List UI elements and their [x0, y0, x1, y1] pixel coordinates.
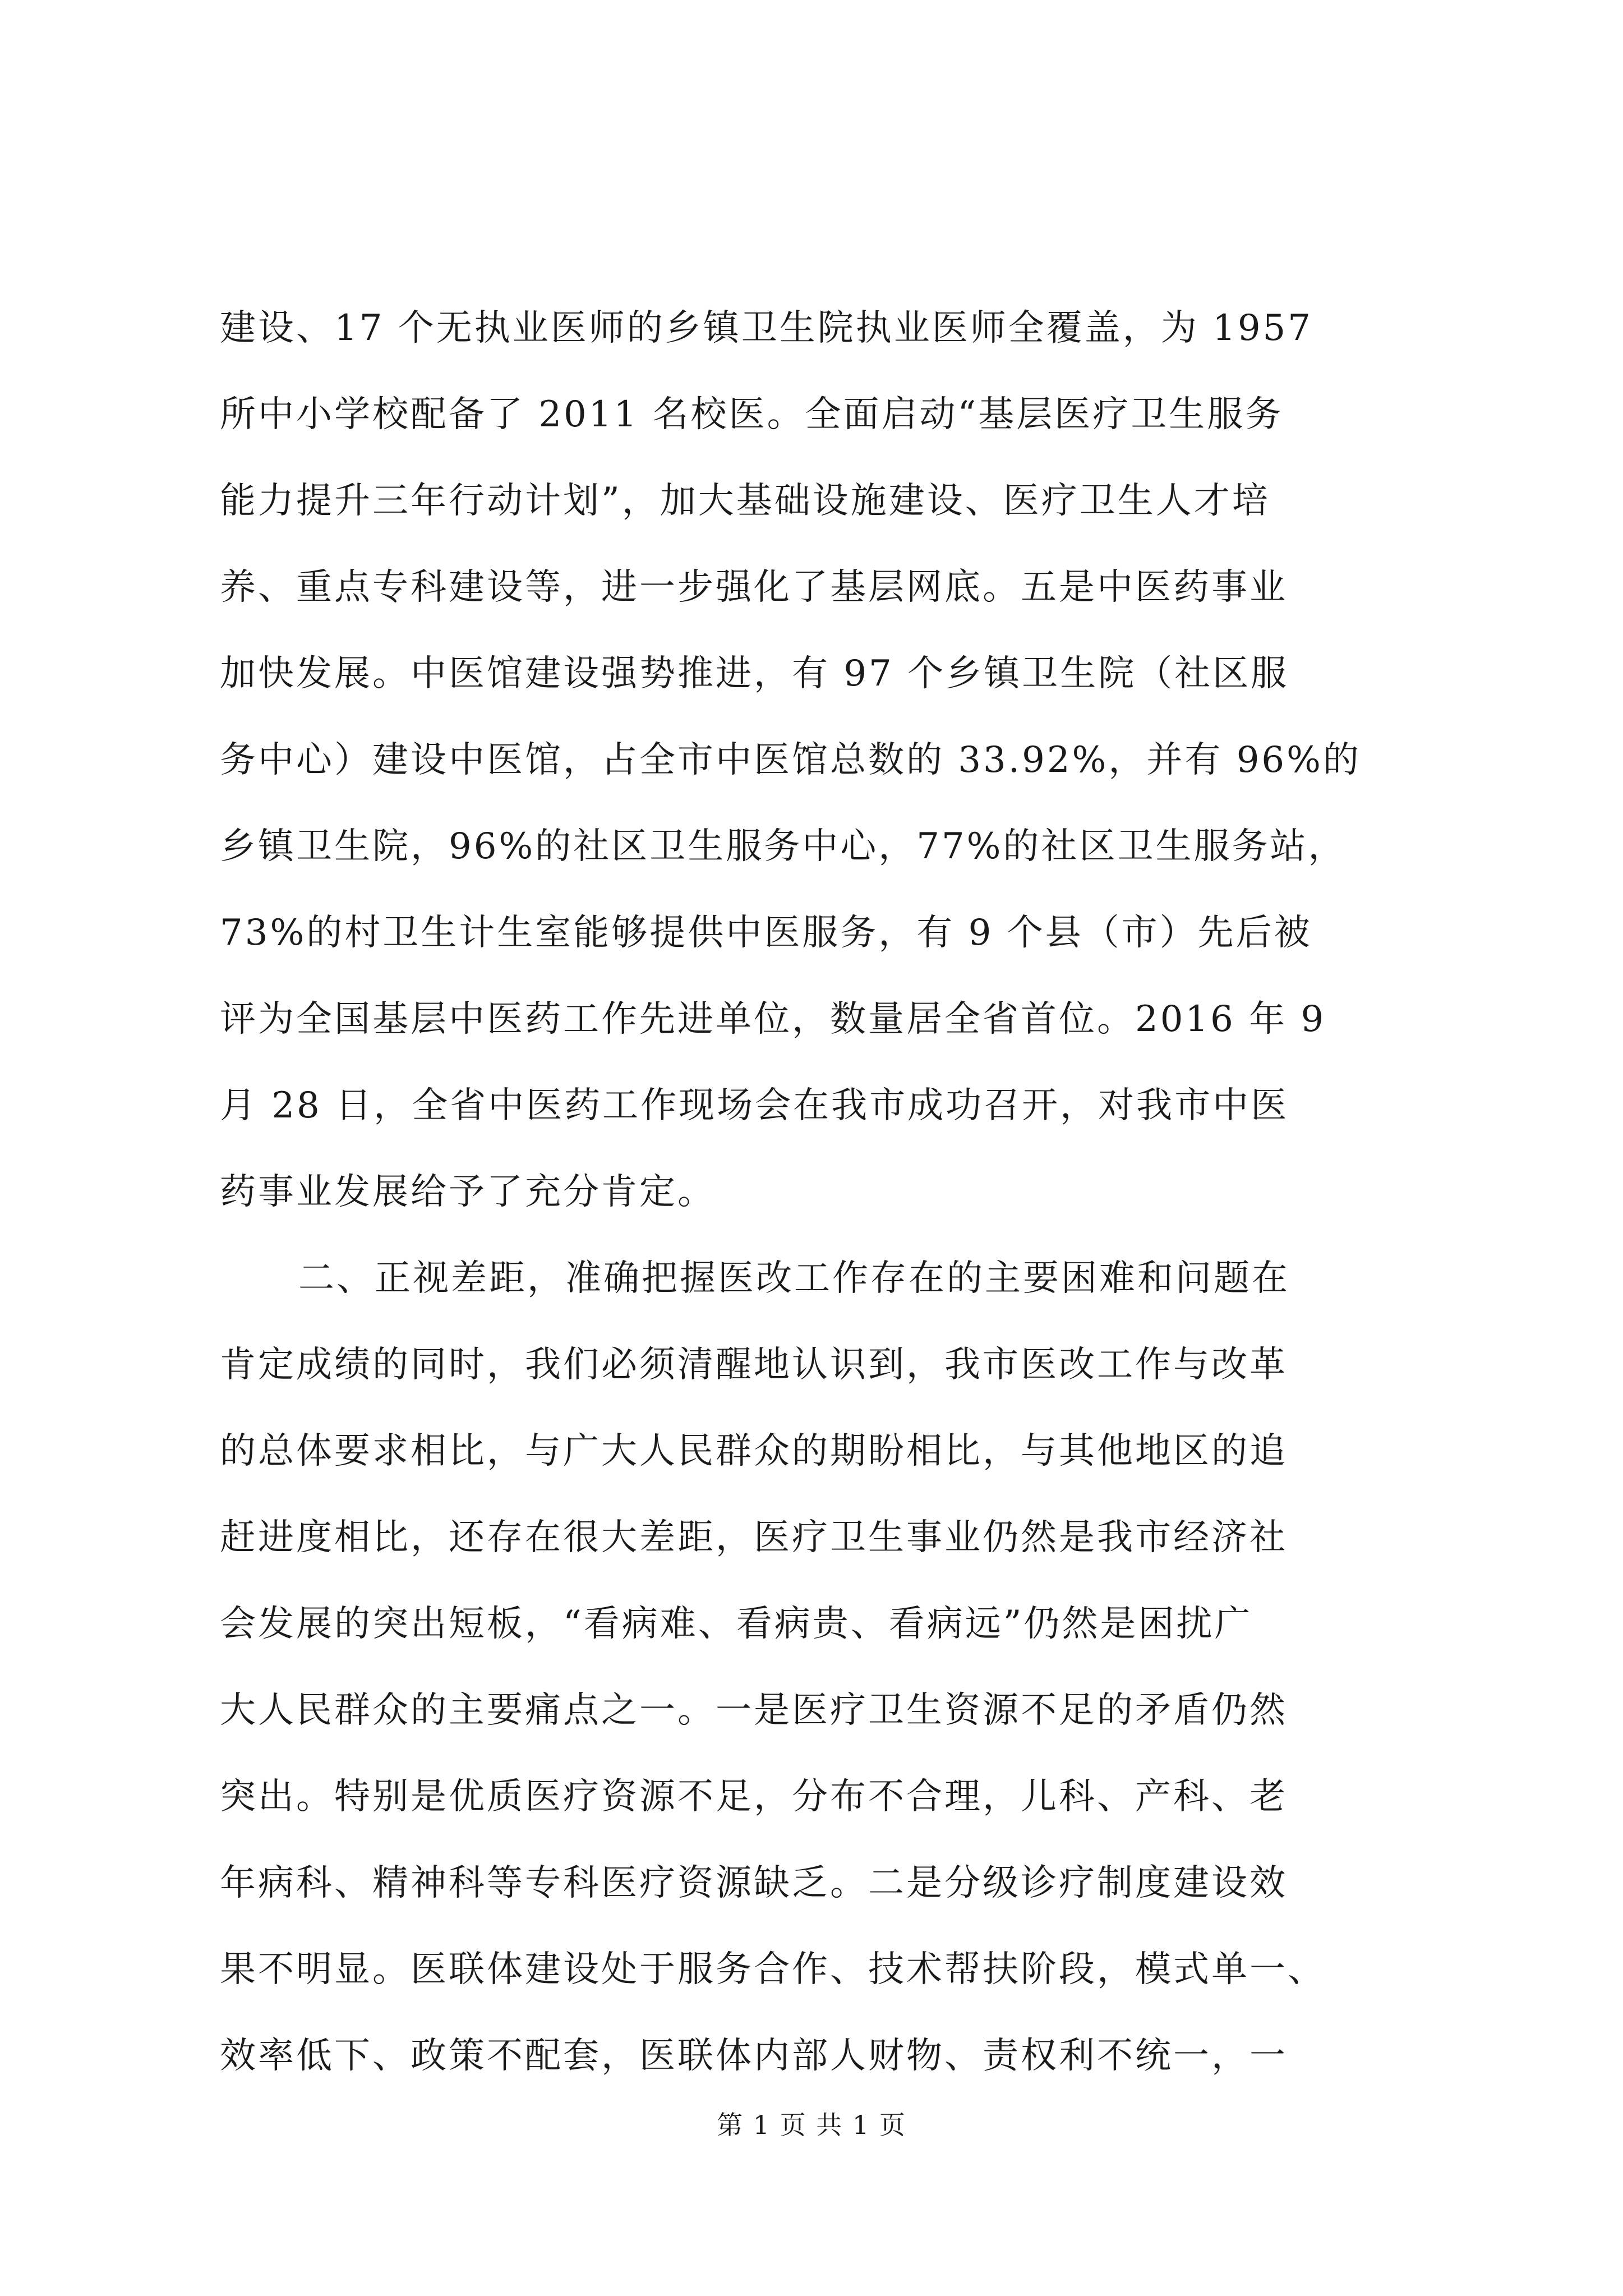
paragraph-2-line-8: 年病科、精神科等专科医疗资源缺乏。二是分级诊疗制度建设效: [220, 1862, 1288, 1904]
paragraph-2-line-1: 二、正视差距，准确把握医改工作存在的主要困难和问题在: [298, 1258, 1290, 1299]
paragraph-2-line-7: 突出。特别是优质医疗资源不足，分布不合理，儿科、产科、老: [220, 1776, 1288, 1818]
paragraph-1-line-4: 养、重点专科建设等，进一步强化了基层网底。五是中医药事业: [220, 567, 1288, 608]
page-footer: 第 1 页 共 1 页: [717, 2110, 906, 2140]
paragraph-1-line-7: 乡镇卫生院，96%的社区卫生服务中心，77%的社区卫生服务站，: [220, 826, 1347, 867]
paragraph-1-line-2: 所中小学校配备了 2011 名校医。全面启动“基层医疗卫生服务: [220, 394, 1284, 435]
paragraph-2-line-3: 的总体要求相比，与广大人民群众的期盼相比，与其他地区的追: [220, 1430, 1288, 1472]
paragraph-2-line-4: 赶进度相比，还存在很大差距，医疗卫生事业仍然是我市经济社: [220, 1517, 1288, 1558]
paragraph-1-line-6: 务中心）建设中医馆，占全市中医馆总数的 33.92%，并有 96%的: [220, 739, 1361, 781]
paragraph-1-line-1: 建设、17 个无执业医师的乡镇卫生院执业医师全覆盖，为 1957: [220, 307, 1313, 349]
paragraph-1-line-9: 评为全国基层中医药工作先进单位，数量居全省首位。2016 年 9: [220, 999, 1326, 1040]
paragraph-2-line-2: 肯定成绩的同时，我们必须清醒地认识到，我市医改工作与改革: [220, 1344, 1288, 1386]
paragraph-2-line-6: 大人民群众的主要痛点之一。一是医疗卫生资源不足的矛盾仍然: [220, 1690, 1288, 1731]
paragraph-1-line-11: 药事业发展给予了充分肯定。: [220, 1171, 716, 1213]
paragraph-2-line-9: 果不明显。医联体建设处于服务合作、技术帮扶阶段，模式单一、: [220, 1949, 1326, 1990]
paragraph-2-line-10: 效率低下、政策不配套，医联体内部人财物、责权利不统一，一: [220, 2035, 1288, 2077]
paragraph-1-line-3: 能力提升三年行动计划”，加大基础设施建设、医疗卫生人才培: [220, 480, 1270, 522]
paragraph-1-line-8: 73%的村卫生计生室能够提供中医服务，有 9 个县（市）先后被: [220, 912, 1312, 954]
paragraph-2-line-5: 会发展的突出短板，“看病难、看病贵、看病远”仍然是困扰广: [220, 1603, 1253, 1645]
paragraph-1-line-5: 加快发展。中医馆建设强势推进，有 97 个乡镇卫生院（社区服: [220, 653, 1289, 694]
paragraph-1-line-10: 月 28 日，全省中医药工作现场会在我市成功召开，对我市中医: [220, 1085, 1289, 1126]
